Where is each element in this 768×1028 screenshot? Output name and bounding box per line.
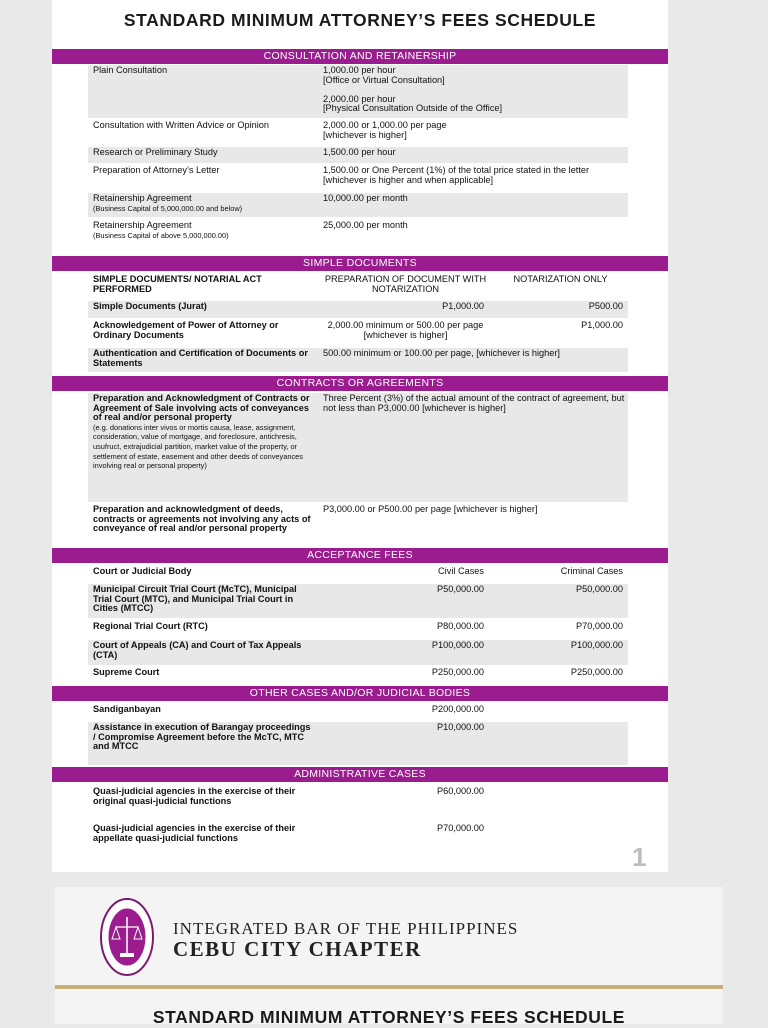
table-row: Sandiganbayan P200,000.00 [93,704,484,714]
next-page-preview [55,887,723,1027]
table-row: Supreme Court P250,000.00 P250,000.00 [93,667,623,677]
table-row: Preparation and Acknowledgment of Contracts or Agreement of Sale involving acts of conveyances of real and/or personal property (e.g. donations inter vivos or mortis causa, lease, assignment, consideration, value of mortgage, and foreclosure, antichresis, usufruct, extrajudicial partition, market value of the property, or settlement of estate, easement and other deeds of conveyances involving real or personal property) Three Percent (3%) of the actual amount of the contract of agreement, but not less than P3,000.00 [whichever is higher] [88,393,628,502]
table-row: Preparation of Attorney’s Letter 1,500.00 or One Percent (1%) of the total price stated in the letter [whichever is higher and when applicable] [93,165,590,185]
section-header-simple-documents: SIMPLE DOCUMENTS [52,256,668,271]
page-number: 1 [632,842,647,872]
table-header-row: SIMPLE DOCUMENTS/ NOTARIAL ACT PERFORMED PREPARATION OF DOCUMENT WITH NOTARIZATION NOTARIZATION ONLY [93,274,608,294]
table-row: Authentication and Certification of Documents or Statements 500.00 minimum or 100.00 per page, [whichever is higher] [88,348,628,372]
table-row: Simple Documents (Jurat) P1,000.00 P500.00 [88,301,628,318]
divider [55,985,723,989]
table-row: Consultation with Written Advice or Opinion 2,000.00 or 1,000.00 per page [whichever is higher] [93,120,447,140]
table-row: Quasi-judicial agencies in the exercise of their original quasi-judicial functions P60,000.00 [93,786,484,806]
table-row: Regional Trial Court (RTC) P80,000.00 P70,000.00 [93,621,623,631]
table-row: Plain Consultation 1,000.00 per hour [Office or Virtual Consultation] 2,000.00 per hour [Physical Consultation Outside of the Office] [88,65,628,118]
table-row: Quasi-judicial agencies in the exercise of their appellate quasi-judicial functions P70,000.00 [93,823,484,843]
table-row: Court of Appeals (CA) and Court of Tax Appeals (CTA) P100,000.00 P100,000.00 [88,640,628,665]
section-header-consultation: CONSULTATION AND RETAINERSHIP [52,49,668,64]
fee-schedule-page [52,0,668,872]
table-row: Research or Preliminary Study 1,500.00 per hour [88,147,628,163]
table-row: Retainership Agreement (Business Capital of 5,000,000.00 and below) 10,000.00 per month [88,193,628,217]
table-row: Retainership Agreement (Business Capital of above 5,000,000.00) 25,000.00 per month [93,220,408,240]
table-row: Assistance in execution of Barangay proceedings / Compromise Agreement before the McTC, MTC and MTCC P10,000.00 [88,722,628,765]
section-header-contracts: CONTRACTS OR AGREEMENTS [52,376,668,391]
org-name: INTEGRATED BAR OF THE PHILIPPINES [173,919,519,938]
table-row: Municipal Circuit Trial Court (McTC), Municipal Trial Court (MTC), and Municipal Trial Court in Cities (MTCC) P50,000.00 P50,000.00 [88,584,628,618]
next-page-title: STANDARD MINIMUM ATTORNEY’S FEES SCHEDULE [152,1007,626,1027]
page-title: STANDARD MINIMUM ATTORNEY’S FEES SCHEDULE [123,10,597,30]
ibp-seal-icon [99,897,155,977]
section-header-administrative-cases: ADMINISTRATIVE CASES [52,767,668,782]
table-header-row: Court or Judicial Body Civil Cases Criminal Cases [93,566,623,576]
section-header-other-cases: OTHER CASES AND/OR JUDICIAL BODIES [52,686,668,701]
table-row: Acknowledgement of Power of Attorney or Ordinary Documents 2,000.00 minimum or 500.00 per page [whichever is higher] P1,000.00 [93,320,623,340]
chapter-name: CEBU CITY CHAPTER [173,937,422,961]
table-row: Preparation and acknowledgment of deeds, contracts or agreements not involving any acts of conveyance of real and/or personal property P3,000.00 or P500.00 per page [whichever is higher] [93,504,538,534]
section-header-acceptance-fees: ACCEPTANCE FEES [52,548,668,563]
